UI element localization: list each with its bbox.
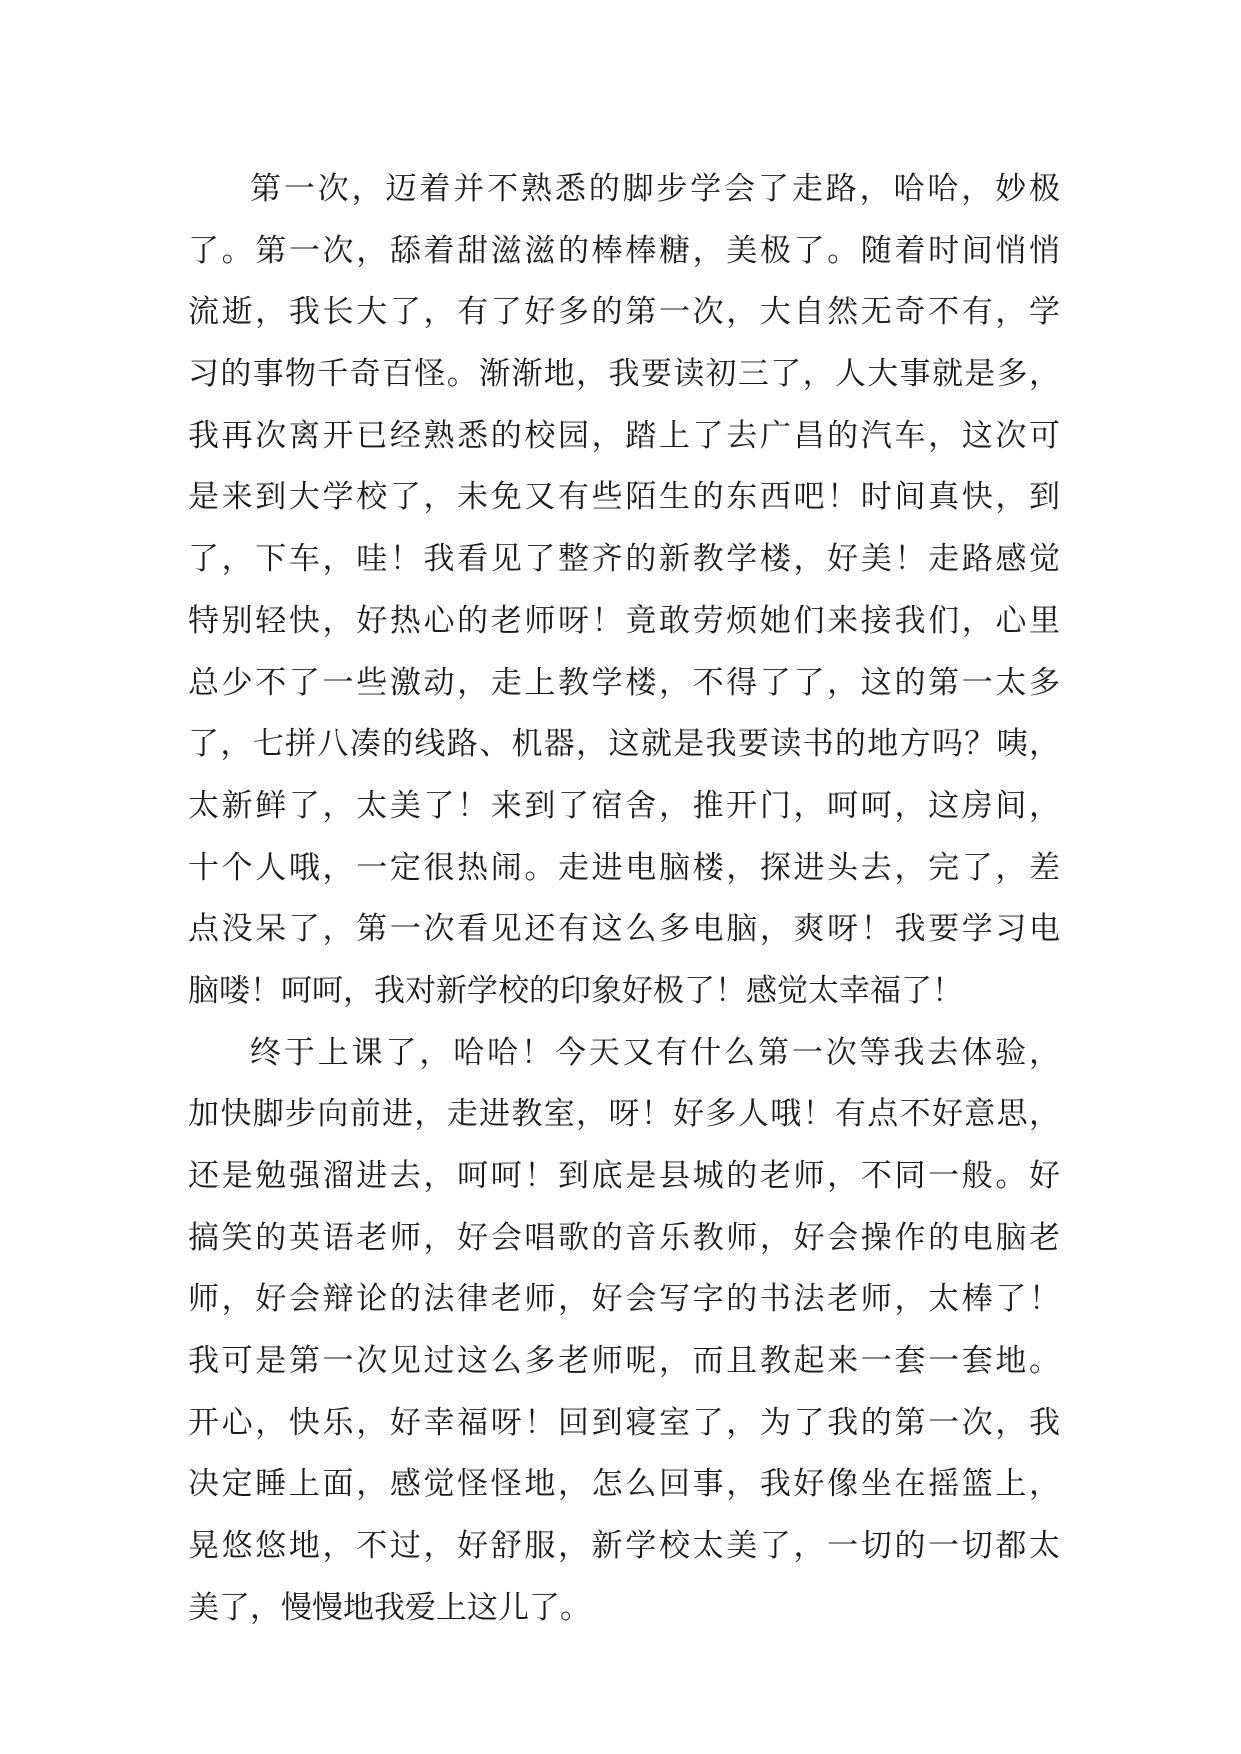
text-line: 十个人哦，一定很热闹。走进电脑楼，探进头去，完了，差 <box>188 849 1060 886</box>
text-line: 决定睡上面，感觉怪怪地，怎么回事，我好像坐在摇篮上， <box>188 1466 1060 1503</box>
text-line: 总少不了一些激动，走上教学楼，不得了了，这的第一太多 <box>188 664 1060 701</box>
text-line: 搞笑的英语老师，好会唱歌的音乐教师，好会操作的电脑老 <box>188 1219 1060 1256</box>
text-line: 终于上课了，哈哈！今天又有什么第一次等我去体验， <box>250 1034 1060 1071</box>
text-line: 了。第一次，舔着甜滋滋的棒棒糖，美极了。随着时间悄悄 <box>188 232 1060 269</box>
text-line: 我再次离开已经熟悉的校园，踏上了去广昌的汽车，这次可 <box>188 417 1060 454</box>
text-line: 太新鲜了，太美了！来到了宿舍，推开门，呵呵，这房间， <box>188 787 1060 824</box>
paragraph-2 <box>188 1023 1060 1640</box>
text-line: 流逝，我长大了，有了好多的第一次，大自然无奇不有，学 <box>188 294 1060 331</box>
text-line: 我可是第一次见过这么多老师呢，而且教起来一套一套地。 <box>188 1343 1060 1380</box>
text-line: 师，好会辩论的法律老师，好会写字的书法老师，太棒了！ <box>188 1281 1060 1318</box>
text-line: 了，七拼八凑的线路、机器，这就是我要读书的地方吗？咦， <box>188 726 1060 763</box>
document-body <box>188 159 1060 1640</box>
text-line: 了，下车，哇！我看见了整齐的新教学楼，好美！走路感觉 <box>188 541 1060 578</box>
text-line: 是来到大学校了，未免又有些陌生的东西吧！时间真快，到 <box>188 479 1060 516</box>
text-line: 加快脚步向前进，走进教室，呀！好多人哦！有点不好意思， <box>188 1096 1060 1133</box>
text-line: 第一次，迈着并不熟悉的脚步学会了走路，哈哈，妙极 <box>250 171 1060 207</box>
text-line: 脑喽！呵呵，我对新学校的印象好极了！感觉太幸福了！ <box>188 972 963 1009</box>
paragraph-1 <box>188 159 1060 1023</box>
text-line: 开心，快乐，好幸福呀！回到寝室了，为了我的第一次，我 <box>188 1404 1060 1441</box>
text-line: 还是勉强溜进去，呵呵！到底是县城的老师，不同一般。好 <box>188 1158 1060 1194</box>
text-line: 习的事物千奇百怪。渐渐地，我要读初三了，人大事就是多， <box>188 356 1060 393</box>
text-line: 点没呆了，第一次看见还有这么多电脑，爽呀！我要学习电 <box>188 911 1060 948</box>
text-line: 美了，慢慢地我爱上这儿了。 <box>188 1589 591 1626</box>
text-line: 特别轻快，好热心的老师呀！竟敢劳烦她们来接我们，心里 <box>188 602 1060 639</box>
text-line: 晃悠悠地，不过，好舒服，新学校太美了，一切的一切都太 <box>188 1528 1060 1565</box>
